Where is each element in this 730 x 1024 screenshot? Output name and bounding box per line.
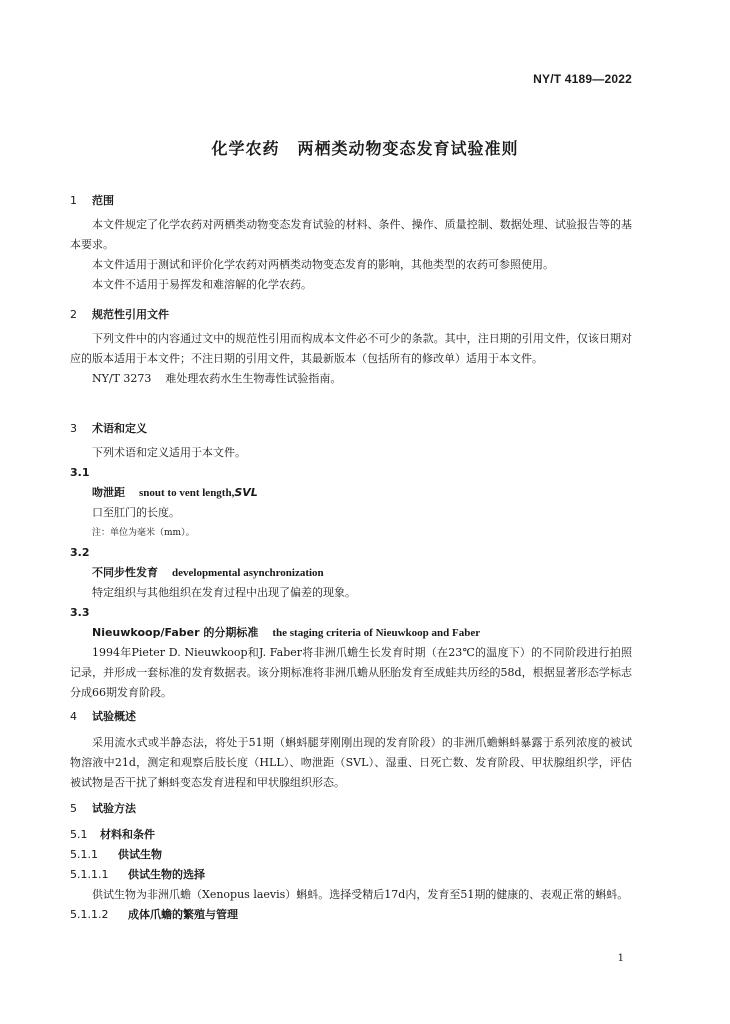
section-title: 规范性引用文件 xyxy=(92,308,169,321)
page-number: 1 xyxy=(617,953,624,964)
term-name xyxy=(70,623,632,643)
paragraph: 本文件规定了化学农药对两栖类动物变态发育试验的材料、条件、操作、质量控制、数据处理、试验报告等的基本要求。 xyxy=(70,218,632,251)
term-zh: 不同步性发育 xyxy=(92,566,158,579)
standard-number: NY/T 4189—2022 xyxy=(533,72,632,86)
section-number: 2 xyxy=(70,308,77,321)
term-definition: 口至肛门的长度。 xyxy=(92,506,180,519)
term-name xyxy=(70,483,632,503)
term-abbr: SVL xyxy=(234,486,258,499)
term-note: 注：单位为毫米（mm）。 xyxy=(92,528,195,538)
section-heading xyxy=(70,191,632,211)
normative-reference xyxy=(70,369,632,389)
term-definition: 特定组织与其他组织在发育过程中出现了偏差的现象。 xyxy=(92,586,356,599)
section-3 xyxy=(70,419,632,703)
subsection-title: 供试生物的选择 xyxy=(128,868,205,881)
section-number: 4 xyxy=(70,710,77,723)
section-heading xyxy=(70,305,632,325)
section-title: 试验方法 xyxy=(92,802,136,815)
subsection-title: 成体爪蟾的繁殖与管理 xyxy=(128,908,238,921)
term-en: developmental asynchronization xyxy=(172,567,324,579)
paragraph: 本文件不适用于易挥发和难溶解的化学农药。 xyxy=(92,278,312,291)
section-heading xyxy=(70,419,632,439)
term-3-1 xyxy=(70,463,632,543)
term-zh: Nieuwkoop/Faber 的分期标准 xyxy=(92,626,259,639)
title-part-1: 化学农药 xyxy=(211,139,280,158)
paragraph: 下列文件中的内容通过文中的规范性引用而构成本文件必不可少的条款。其中，注日期的引用文件，仅该日期对应的版本适用于本文件；不注日期的引用文件，其最新版本（包括所有的修改单）适用于本文件。 xyxy=(70,332,632,365)
section-heading xyxy=(70,799,632,819)
subsection-heading xyxy=(70,865,632,885)
subsection-number: 5.1 xyxy=(70,828,88,841)
term-3-2 xyxy=(70,543,632,603)
document-title xyxy=(0,136,730,159)
subsection-number: 5.1.1.1 xyxy=(70,868,109,881)
term-definition: 1994年Pieter D. Nieuwkoop和J. Faber将非洲爪蟾生长发育时期（在23℃的温度下）的不同阶段进行拍照记录，并形成一套标准的发育数据表。该分期标准将非洲爪蟾从胚胎发育至成蛙共历经的58d，根据显著形态学标志分成66期发育阶段。 xyxy=(70,646,632,699)
subsection-heading xyxy=(70,825,632,845)
term-number: 3.2 xyxy=(70,546,90,559)
paragraph: 本文件适用于测试和评价化学农药对两栖类动物变态发育的影响，其他类型的农药可参照使用。 xyxy=(92,258,554,271)
section-title: 试验概述 xyxy=(92,710,136,723)
section-title: 术语和定义 xyxy=(92,422,147,435)
section-1 xyxy=(70,191,632,295)
section-heading xyxy=(70,707,632,727)
subsection-title: 供试生物 xyxy=(118,848,162,861)
reference-code: NY/T 3273 xyxy=(92,372,152,385)
term-en: snout to vent length, xyxy=(139,487,235,499)
reference-title: 难处理农药水生生物毒性试验指南。 xyxy=(165,372,342,385)
subsection-number: 5.1.1.2 xyxy=(70,908,109,921)
paragraph: 下列术语和定义适用于本文件。 xyxy=(92,446,246,459)
section-number: 5 xyxy=(70,802,77,815)
subsection-number: 5.1.1 xyxy=(70,848,98,861)
section-number: 3 xyxy=(70,422,77,435)
section-4 xyxy=(70,707,632,793)
term-number: 3.1 xyxy=(70,466,90,479)
term-number: 3.3 xyxy=(70,606,90,619)
subsection-heading xyxy=(70,905,632,925)
section-title: 范围 xyxy=(92,194,114,207)
term-name xyxy=(70,563,632,583)
term-en: the staging criteria of Nieuwkoop and Faber xyxy=(272,627,481,639)
subsection-title: 材料和条件 xyxy=(100,828,155,841)
section-number: 1 xyxy=(70,194,77,207)
section-5 xyxy=(70,799,632,925)
term-zh: 吻泄距 xyxy=(92,486,125,499)
section-2 xyxy=(70,305,632,389)
paragraph: 供试生物为非洲爪蟾（Xenopus laevis）蝌蚪。选择受精后17d内，发育至51期的健康的、表观正常的蝌蚪。 xyxy=(92,888,629,901)
subsection-heading xyxy=(70,845,632,865)
term-3-3 xyxy=(70,603,632,703)
title-part-2: 两栖类动物变态发育试验准则 xyxy=(297,139,519,158)
paragraph: 采用流水式或半静态法，将处于51期（蝌蚪腿芽刚刚出现的发育阶段）的非洲爪蟾蝌蚪暴露于系列浓度的被试物溶液中21d，测定和观察后肢长度（HLL）、吻泄距（SVL）、湿重、日死亡数、发育阶段、甲状腺组织学，评估被试物是否干扰了蝌蚪变态发育进程和甲状腺组织形态。 xyxy=(70,736,632,789)
